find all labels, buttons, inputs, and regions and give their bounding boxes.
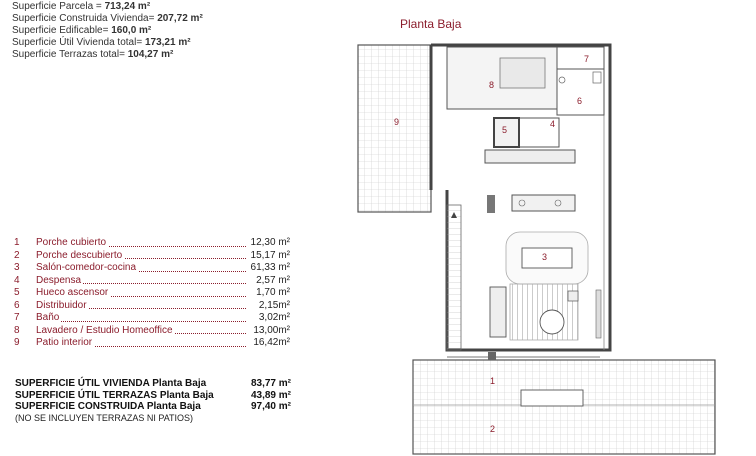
legend-area: 16,42m² bbox=[246, 337, 290, 350]
legend-number: 8 bbox=[14, 324, 20, 336]
summary-label: Superficie Útil Vivienda total= bbox=[12, 37, 145, 48]
legend-area: 12,30 m² bbox=[246, 237, 290, 250]
legend-number: 7 bbox=[14, 312, 20, 323]
desk-furniture bbox=[500, 58, 545, 88]
total-label: SUPERFICIE ÚTIL TERRAZAS Planta Baja bbox=[15, 389, 214, 401]
legend-number: 1 bbox=[14, 237, 20, 248]
legend-number: 4 bbox=[14, 274, 20, 286]
column bbox=[488, 352, 496, 360]
legend-area: 3,02m² bbox=[246, 312, 290, 325]
total-value: 97,40 m² bbox=[250, 401, 291, 412]
legend-name: Patio interior bbox=[36, 337, 93, 348]
room-label-3: 3 bbox=[542, 252, 548, 262]
summary-value: 173,21 m² bbox=[144, 37, 191, 48]
toilet-icon bbox=[593, 72, 601, 83]
legend-area: 1,70 m² bbox=[246, 287, 290, 300]
totals-note: (NO SE INCLUYEN TERRAZAS NI PATIOS) bbox=[15, 412, 194, 423]
kitchen-units bbox=[485, 150, 575, 163]
legend-number: 9 bbox=[14, 337, 20, 348]
armchair bbox=[568, 291, 578, 301]
legend-name: Porche cubierto bbox=[36, 237, 107, 248]
patio-interior-area bbox=[358, 45, 431, 212]
legend-number: 5 bbox=[14, 287, 20, 298]
kitchen-island bbox=[512, 195, 575, 211]
coffee-table bbox=[540, 310, 564, 334]
sink-icon bbox=[559, 77, 565, 83]
legend-name: Hueco ascensor bbox=[36, 287, 109, 298]
room-label-4: 4 bbox=[550, 119, 556, 129]
porch-table bbox=[521, 390, 583, 406]
total-value: 83,77 m² bbox=[250, 378, 291, 389]
sofa bbox=[490, 287, 506, 337]
legend-name: Baño bbox=[36, 312, 60, 323]
legend-name: Salón-comedor-cocina bbox=[36, 262, 137, 273]
legend-name: Distribuidor bbox=[36, 299, 87, 311]
room-label-9: 9 bbox=[394, 117, 400, 127]
legend-number: 6 bbox=[14, 299, 20, 311]
tv-unit bbox=[596, 290, 601, 338]
summary-label: Superficie Edificable= bbox=[12, 25, 112, 36]
summary-value: 160,0 m² bbox=[111, 25, 152, 36]
legend-name: Porche descubierto bbox=[36, 249, 123, 261]
legend-area: 2,15m² bbox=[246, 300, 290, 313]
summary-label: Superficie Parcela = bbox=[12, 1, 105, 12]
total-label: SUPERFICIE CONSTRUIDA Planta Baja bbox=[15, 401, 201, 412]
summary-label: Superficie Construida Vivienda= bbox=[12, 13, 158, 24]
total-value: 43,89 m² bbox=[250, 389, 291, 401]
plan-title: Planta Baja bbox=[400, 17, 462, 31]
legend-number: 3 bbox=[14, 262, 20, 273]
bathroom bbox=[557, 47, 604, 69]
legend-area: 61,33 m² bbox=[246, 262, 290, 275]
room-label-7: 7 bbox=[584, 54, 590, 64]
legend-number: 2 bbox=[14, 249, 20, 261]
legend-name: Despensa bbox=[36, 274, 82, 286]
porch-area bbox=[413, 360, 715, 454]
room-label-8: 8 bbox=[489, 80, 495, 90]
legend-name: Lavadero / Estudio Homeoffice bbox=[36, 324, 173, 336]
room-label-6: 6 bbox=[577, 96, 583, 106]
summary-value: 207,72 m² bbox=[157, 13, 203, 24]
room-label-1: 1 bbox=[490, 376, 496, 386]
total-label: SUPERFICIE ÚTIL VIVIENDA Planta Baja bbox=[15, 378, 207, 389]
legend-area: 13,00m² bbox=[246, 325, 290, 338]
legend-area: 15,17 m² bbox=[246, 250, 290, 263]
room-label-2: 2 bbox=[490, 424, 496, 434]
summary-value: 104,27 m² bbox=[127, 49, 174, 60]
staircase bbox=[447, 205, 461, 350]
room-label-5: 5 bbox=[502, 125, 508, 135]
summary-label: Superficie Terrazas total= bbox=[12, 49, 128, 60]
column bbox=[487, 195, 495, 213]
summary-value: 713,24 m² bbox=[104, 1, 151, 12]
legend-area: 2,57 m² bbox=[246, 275, 290, 288]
